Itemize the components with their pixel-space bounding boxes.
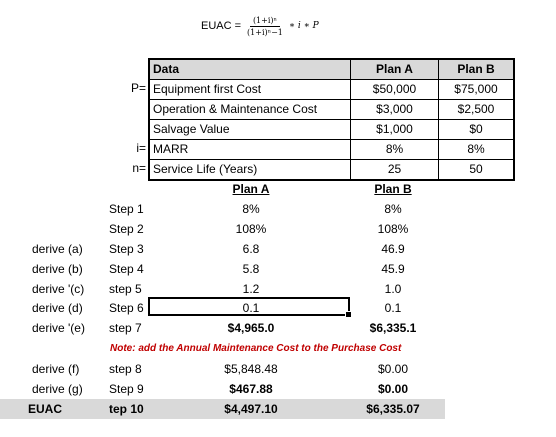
input-data-table xyxy=(148,58,515,181)
table-row xyxy=(149,120,514,140)
derive-label[interactable]: derive (a) xyxy=(32,242,83,256)
step-label[interactable]: step 5 xyxy=(109,282,142,296)
step-value-plan-a[interactable]: $5,848.48 xyxy=(224,362,278,376)
cell-label[interactable]: Salvage Value xyxy=(149,120,351,140)
step-value-plan-a[interactable]: 5.8 xyxy=(242,262,260,276)
step-value-plan-b[interactable]: $6,335.1 xyxy=(369,321,417,335)
cell-plan-b[interactable]: $2,500 xyxy=(439,100,515,120)
step-label[interactable]: tep 10 xyxy=(109,402,144,416)
step-label[interactable]: Step 6 xyxy=(109,301,144,315)
cell-plan-b[interactable]: 50 xyxy=(439,160,515,181)
euac-value-plan-b[interactable]: $6,335.07 xyxy=(366,402,420,416)
step-row xyxy=(0,219,556,239)
prefix-n: n= xyxy=(132,161,146,175)
step-label[interactable]: Step 3 xyxy=(109,242,144,256)
step-label[interactable]: step 7 xyxy=(109,321,142,335)
step-row xyxy=(0,199,556,219)
formula-lhs: EUAC = xyxy=(201,20,242,32)
step-value-plan-b[interactable]: 46.9 xyxy=(381,242,405,256)
euac-label[interactable]: EUAC xyxy=(28,402,63,416)
step-row xyxy=(0,239,556,259)
header-data[interactable]: Data xyxy=(149,59,351,80)
prefix-i: i= xyxy=(136,141,146,155)
cell-plan-a[interactable]: $1,000 xyxy=(351,120,439,140)
euac-formula xyxy=(201,12,319,40)
cell-plan-a[interactable]: 25 xyxy=(351,160,439,181)
cell-label[interactable]: Operation & Maintenance Cost xyxy=(149,100,351,120)
cell-plan-a[interactable]: 8% xyxy=(351,140,439,160)
derive-label[interactable]: derive '(c) xyxy=(32,282,85,296)
step-value-plan-b[interactable]: 1.0 xyxy=(384,282,402,296)
maintenance-note[interactable]: Note: add the Annual Maintenance Cost to the Purchase Cost xyxy=(110,343,402,354)
table-row xyxy=(149,100,514,120)
derive-label[interactable]: derive (b) xyxy=(32,262,83,276)
formula-tail: ∗ i ∗ P xyxy=(288,21,319,31)
header-plan-b[interactable]: Plan B xyxy=(439,59,515,80)
derive-label[interactable]: derive '(e) xyxy=(32,321,85,335)
step-label[interactable]: step 8 xyxy=(109,362,142,376)
table-row xyxy=(149,160,514,181)
cell-plan-b[interactable]: $75,000 xyxy=(439,80,515,100)
table-row xyxy=(149,80,514,100)
table-row xyxy=(149,140,514,160)
step-value-plan-a[interactable]: 0.1 xyxy=(242,301,260,315)
step-value-plan-a[interactable]: $467.88 xyxy=(229,382,273,396)
formula-numerator: (1+i)ⁿ xyxy=(250,16,280,27)
formula-denominator: (1+i)ⁿ−1 xyxy=(247,27,283,37)
steps-header-plan-a[interactable]: Plan A xyxy=(232,182,270,196)
cell-label[interactable]: Service Life (Years) xyxy=(149,160,351,181)
cell-plan-a[interactable]: $50,000 xyxy=(351,80,439,100)
cell-label[interactable]: MARR xyxy=(149,140,351,160)
derive-label[interactable]: derive (g) xyxy=(32,382,83,396)
euac-row xyxy=(0,399,556,419)
formula-fraction xyxy=(247,16,283,37)
step-value-plan-b[interactable]: $0.00 xyxy=(377,382,409,396)
derive-label[interactable]: derive (d) xyxy=(32,301,83,315)
cell-label[interactable]: Equipment first Cost xyxy=(149,80,351,100)
euac-value-plan-a[interactable]: $4,497.10 xyxy=(224,402,278,416)
step-value-plan-b[interactable]: $0.00 xyxy=(377,362,409,376)
header-plan-a[interactable]: Plan A xyxy=(351,59,439,80)
step-row xyxy=(0,379,556,399)
step-row xyxy=(0,279,556,299)
steps-header-plan-b[interactable]: Plan B xyxy=(374,182,412,196)
step-label[interactable]: Step 2 xyxy=(109,222,144,236)
step-value-plan-b[interactable]: 8% xyxy=(384,202,402,216)
table-header-row xyxy=(149,59,514,80)
step-value-plan-a[interactable]: 108% xyxy=(235,222,267,236)
cell-plan-b[interactable]: $0 xyxy=(439,120,515,140)
step-value-plan-b[interactable]: 0.1 xyxy=(384,301,402,315)
step-value-plan-b[interactable]: 108% xyxy=(377,222,409,236)
step-row xyxy=(0,259,556,279)
prefix-p: P= xyxy=(130,81,146,95)
step-value-plan-a[interactable]: 1.2 xyxy=(242,282,260,296)
step-label[interactable]: Step 4 xyxy=(109,262,144,276)
derive-label[interactable]: derive (f) xyxy=(32,362,80,376)
step-row xyxy=(0,298,556,318)
step-value-plan-a[interactable]: 8% xyxy=(242,202,260,216)
step-value-plan-a[interactable]: $4,965.0 xyxy=(227,321,275,335)
step-value-plan-a[interactable]: 6.8 xyxy=(242,242,260,256)
step-row xyxy=(0,359,556,379)
steps-header-row xyxy=(0,179,556,199)
step-label[interactable]: Step 1 xyxy=(109,202,144,216)
step-value-plan-b[interactable]: 45.9 xyxy=(381,262,405,276)
cell-plan-a[interactable]: $3,000 xyxy=(351,100,439,120)
step-label[interactable]: Step 9 xyxy=(109,382,144,396)
step-row xyxy=(0,318,556,338)
cell-plan-b[interactable]: 8% xyxy=(439,140,515,160)
